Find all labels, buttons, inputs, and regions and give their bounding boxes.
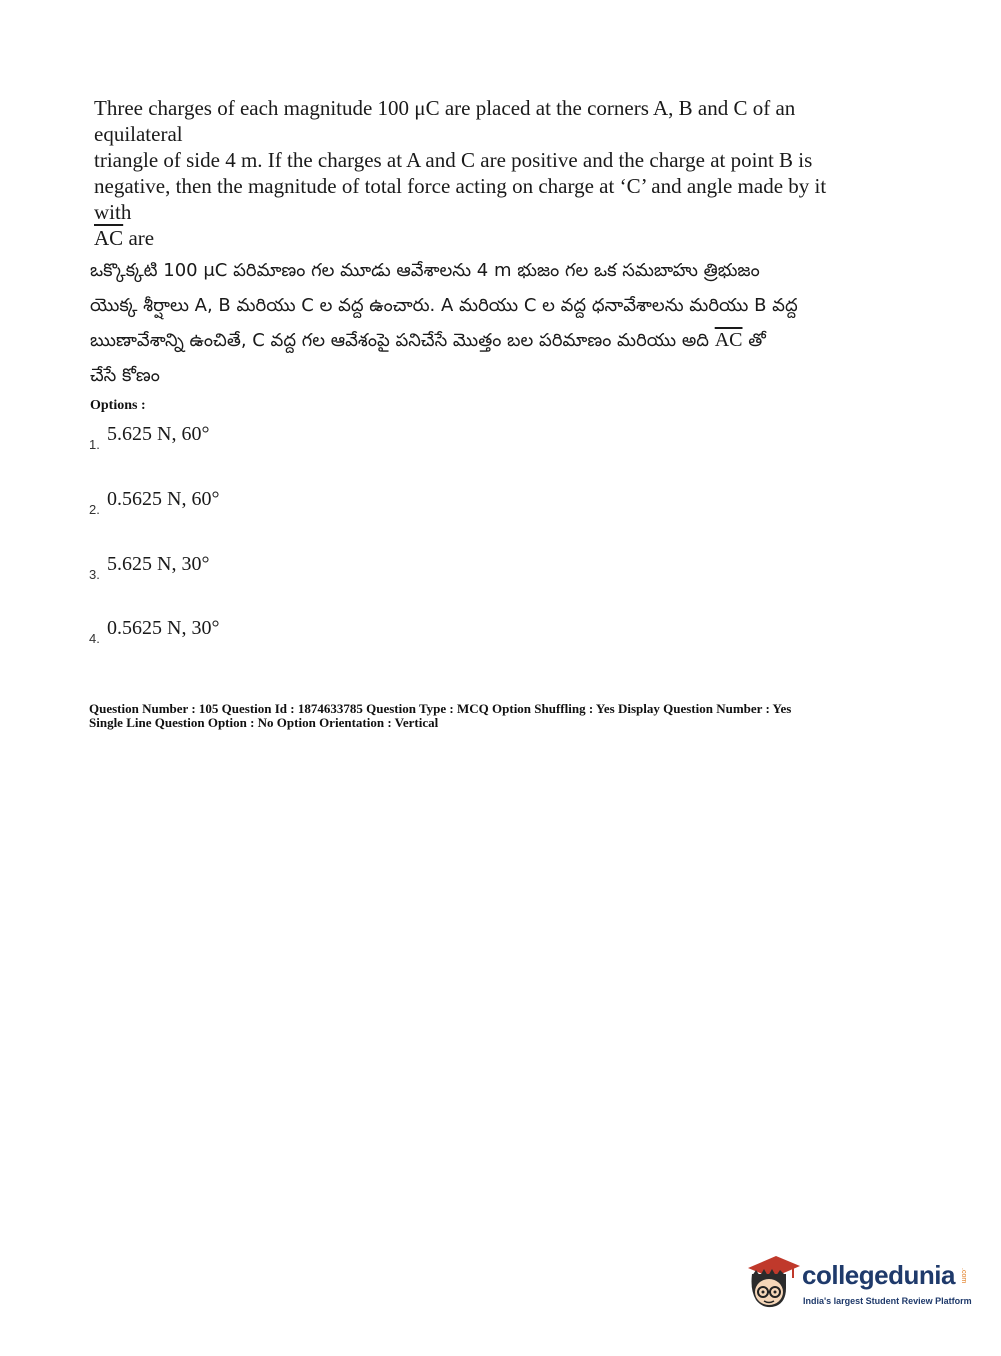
logo-suffix: .com	[960, 1268, 967, 1284]
question-text: ఋణావేశాన్ని ఉంచితే, C వద్ద గల ఆవేశంపై పనిచేసే మొత్తం బల పరిమాణం మరియు అది	[90, 330, 715, 351]
question-tail: are	[123, 226, 155, 250]
metadata-line: Question Number : 105 Question Id : 1874633785 Question Type : MCQ Option Shuffling : Yes Display Question Number : Yes	[89, 701, 792, 716]
option-text: 5.625 N, 30°	[107, 553, 210, 575]
question-line: Three charges of each magnitude 100 μC are placed at the corners A, B and C of an equilateral	[94, 96, 796, 146]
question-line: triangle of side 4 m. If the charges at A and C are positive and the charge at point B is	[94, 148, 813, 172]
option-text: 0.5625 N, 60°	[107, 488, 220, 510]
question-metadata	[89, 702, 919, 730]
option-number: 2.	[89, 502, 100, 517]
question-line: ఒక్కొక్కటి 100 μC పరిమాణం గల మూడు ఆవేశాలను 4 m భుజం గల ఒక సమబాహు త్రిభుజం	[90, 260, 760, 281]
option-number: 3.	[89, 567, 100, 582]
options-heading: Options :	[90, 398, 146, 413]
option-2[interactable]	[89, 488, 389, 528]
vector-ac: $\overline{AC}$	[94, 226, 124, 250]
option-text: 5.625 N, 60°	[107, 423, 210, 445]
question-text-english	[94, 95, 864, 251]
question-line: చేసే కోణం	[90, 365, 160, 386]
question-line	[90, 323, 865, 358]
question-text-telugu	[90, 253, 865, 393]
question-line: యొక్క శీర్షాలు A, B మరియు C ల వద్ద ఉంచారు. A మరియు C ల వద్ద ధనావేశాలను మరియు B వద్ద	[90, 295, 798, 316]
option-3[interactable]	[89, 553, 389, 593]
option-4[interactable]	[89, 617, 389, 657]
question-text: తో	[742, 330, 766, 351]
option-text: 0.5625 N, 30°	[107, 617, 220, 639]
vector-ac: $\overline{AC}$	[714, 329, 743, 351]
question-line	[94, 225, 864, 251]
mascot-graduate-icon	[742, 1250, 800, 1312]
option-1[interactable]	[89, 423, 389, 463]
option-number: 4.	[89, 631, 100, 646]
logo-wordmark: collegedunia	[802, 1260, 955, 1290]
logo-tagline: India's largest Student Review Platform	[803, 1296, 972, 1306]
metadata-line: Single Line Question Option : No Option Orientation : Vertical	[89, 715, 439, 730]
collegedunia-logo[interactable]	[742, 1250, 972, 1315]
question-line: negative, then the magnitude of total force acting on charge at ‘C’ and angle made by it with	[94, 174, 827, 224]
option-number: 1.	[89, 437, 100, 452]
